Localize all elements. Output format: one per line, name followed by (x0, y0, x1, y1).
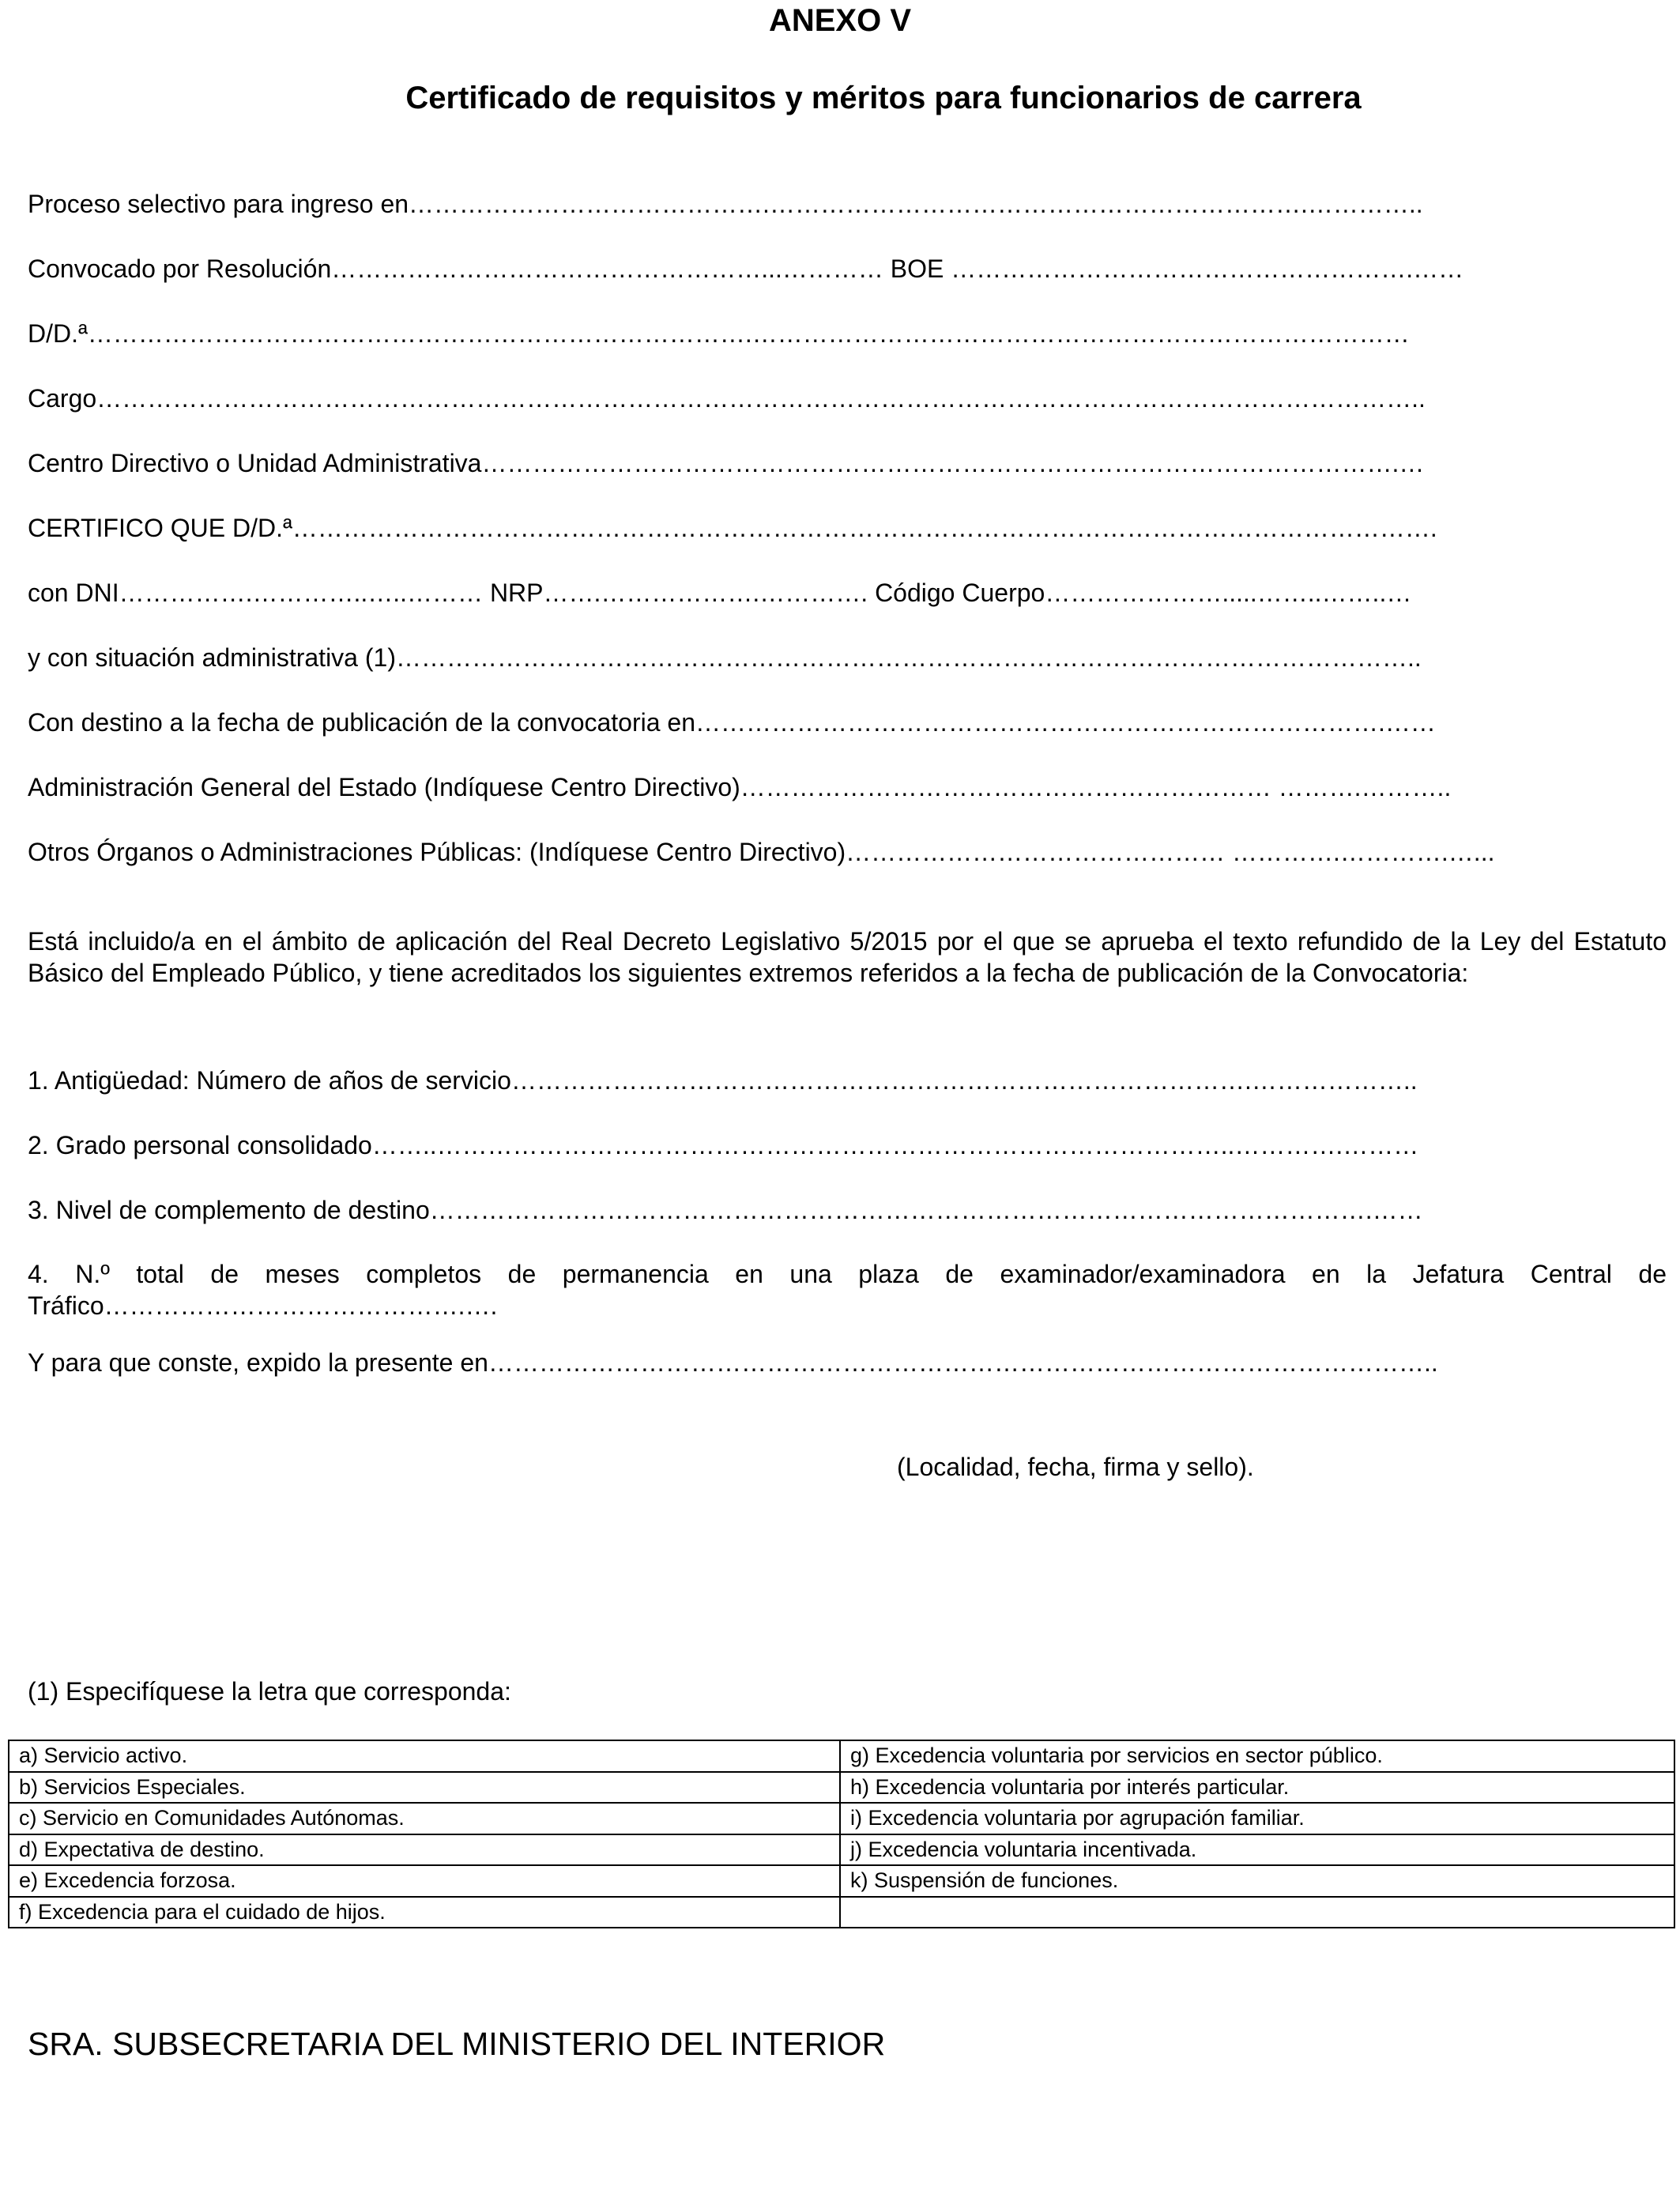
table-cell: h) Excedencia voluntaria por interés particular. (840, 1772, 1674, 1804)
table-cell: j) Excedencia voluntaria incentivada. (840, 1834, 1674, 1866)
addressee: SRA. SUBSECRETARIA DEL MINISTERIO DEL INTERIOR (28, 2026, 886, 2062)
merit-grado-personal[interactable]: 2. Grado personal consolidado……..…………………………………………………………………………………..………….……… (28, 1131, 1419, 1159)
table-row (9, 1897, 1674, 1928)
table-cell: d) Expectativa de destino. (9, 1834, 840, 1866)
status-table (8, 1740, 1675, 1928)
merit-nivel-complemento[interactable]: 3. Nivel de complemento de destino………………………………………………………………………………………………….…… (28, 1196, 1423, 1224)
table-row (9, 1865, 1674, 1897)
field-centro-directivo[interactable]: Centro Directivo o Unidad Administrativa……………………………………………………………………………………………….… (28, 449, 1425, 477)
field-cargo[interactable]: Cargo………………………………………………………………………………………………………………………………………….. (28, 384, 1426, 413)
field-dni-nrp-cuerpo[interactable]: con DNI…………….…………..…..……… NRP…….……………….…………. Código Cuerpo………………….....……..……..… (28, 579, 1412, 607)
table-cell: e) Excedencia forzosa. (9, 1865, 840, 1897)
merit-meses-examinador[interactable]: 4. N.º total de meses completos de permanencia en una plaza de examinador/examinadora en la Jefatura Central de Tráfico…………………………………….…. (28, 1260, 1667, 1320)
field-destino-fecha[interactable]: Con destino a la fecha de publicación de la convocatoria en……………………………………………………………………….…… (28, 708, 1436, 737)
field-convocado-resolucion[interactable]: Convocado por Resolución……………………………………………...………… BOE ……………………………………………….…… (28, 254, 1464, 283)
table-row (9, 1772, 1674, 1804)
table-cell: k) Suspensión de funciones. (840, 1865, 1674, 1897)
field-otros-organos[interactable]: Otros Órganos o Administraciones Públicas: (Indíquese Centro Directivo)……………………………………… ………….………….…... (28, 838, 1495, 866)
table-row (9, 1803, 1674, 1834)
annex-title: ANEXO V (768, 3, 912, 38)
field-situacion-administrativa[interactable]: y con situación administrativa (1)………………………………………………………………………………………………………….. (28, 643, 1422, 672)
table-cell: f) Excedencia para el cuidado de hijos. (9, 1897, 840, 1928)
table-row (9, 1834, 1674, 1866)
statement-paragraph: Está incluido/a en el ámbito de aplicación del Real Decreto Legislativo 5/2015 por el que se aprueba el texto refundido de la Ley del Estatuto Básico del Empleado Público, y tiene acreditados los siguientes extremos referidos a la fecha de publicación de la Convocatoria: (28, 927, 1667, 987)
field-proceso-selectivo[interactable]: Proceso selectivo para ingreso en…………………………………….……………………………………………………….………….. (28, 190, 1423, 218)
table-cell: a) Servicio activo. (9, 1740, 840, 1772)
signature-note: (Localidad, fecha, firma y sello). (897, 1453, 1254, 1481)
merit-antiguedad[interactable]: 1. Antigüedad: Número de años de servicio…………………………………………………………………………….……………….. (28, 1066, 1418, 1095)
table-cell: c) Servicio en Comunidades Autónomas. (9, 1803, 840, 1834)
table-cell: i) Excedencia voluntaria por agrupación familiar. (840, 1803, 1674, 1834)
table-cell: b) Servicios Especiales. (9, 1772, 840, 1804)
document-title: Certificado de requisitos y méritos para funcionarios de carrera (405, 81, 1362, 115)
table-row (9, 1740, 1674, 1772)
field-certifico-que[interactable]: CERTIFICO QUE D/D.ª………………………………………………………………………………………………………………………. (28, 514, 1437, 542)
table-cell: g) Excedencia voluntaria por servicios en sector público. (840, 1740, 1674, 1772)
table-cell (840, 1897, 1674, 1928)
footnote: (1) Especifíquese la letra que corresponda: (28, 1677, 511, 1706)
closing-expido-en[interactable]: Y para que conste, expido la presente en………………………………………………………………………………………………….. (28, 1348, 1438, 1377)
field-dd-nombre[interactable]: D/D.ª…………………………………………………………………….…………………………………………………………………… (28, 319, 1410, 348)
field-age-centro-directivo[interactable]: Administración General del Estado (Indíquese Centro Directivo)……………………………………………………… ……….……….. (28, 773, 1452, 801)
